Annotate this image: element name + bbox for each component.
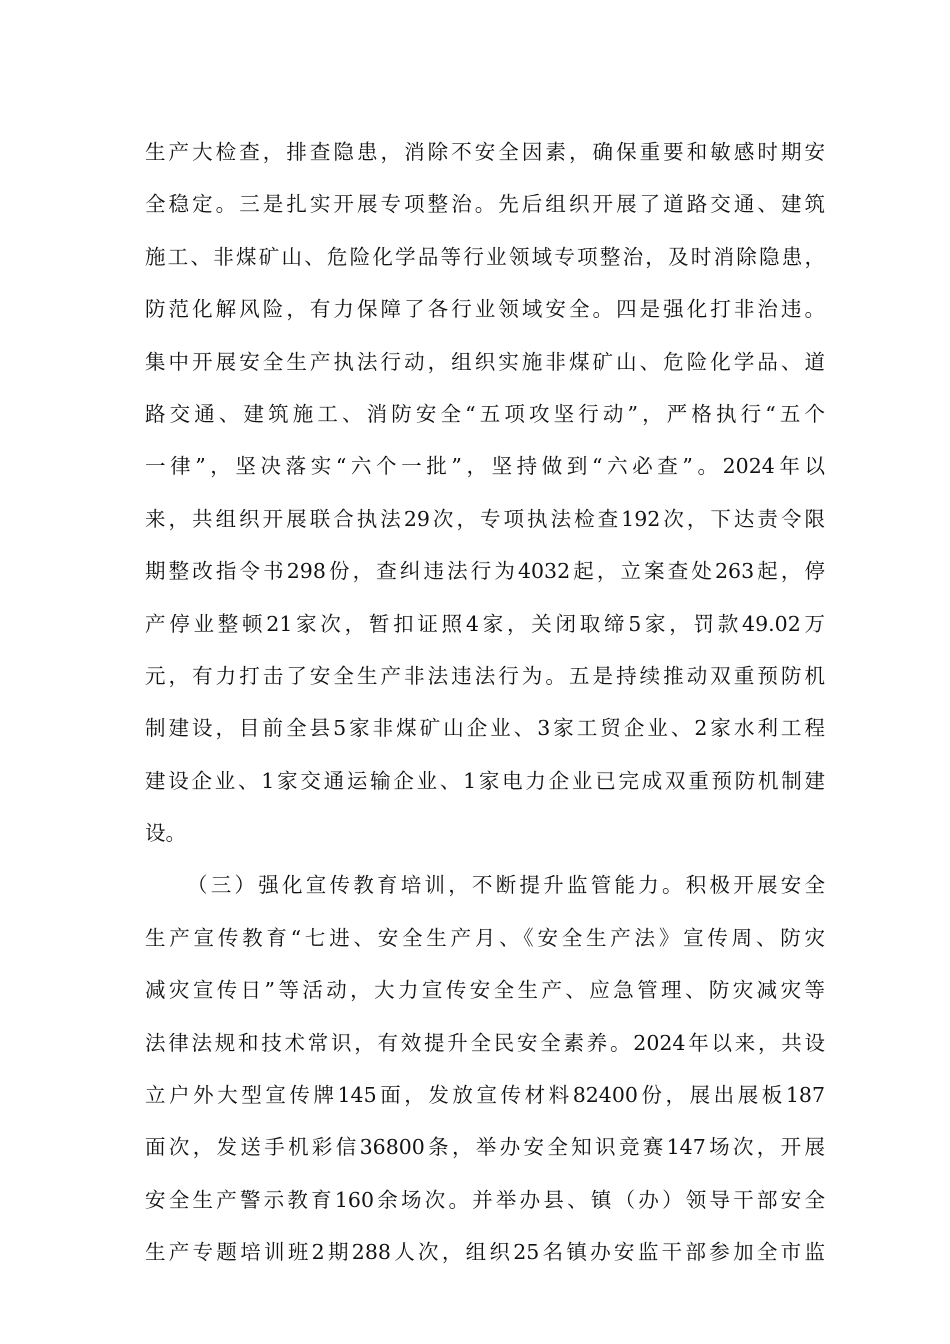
text-line: 设。 [145,821,186,846]
text-line: 施工、非煤矿山、危险化学品等行业领域专项整治，及时消除隐患， [145,244,825,269]
document-body [145,126,825,1279]
text-line: 防范化解风险，有力保障了各行业领域安全。四是强化打非治违。 [145,297,825,322]
section-heading-line: （三）强化宣传教育培训，不断提升监管能力。积极开展安全 [187,873,825,898]
text-line: 建设企业、1家交通运输企业、1家电力企业已完成双重预防机制建 [145,768,825,793]
text-line: 产停业整顿21家次，暂扣证照4家，关闭取缔5家，罚款49.02万 [145,611,825,636]
text-line: 元，有力打击了安全生产非法违法行为。五是持续推动双重预防机 [145,663,825,688]
text-line: 减灾宣传日”等活动，大力宣传安全生产、应急管理、防灾减灾等 [145,978,825,1003]
text-line: 面次，发送手机彩信36800条，举办安全知识竞赛147场次，开展 [145,1135,825,1160]
text-line: 全稳定。三是扎实开展专项整治。先后组织开展了道路交通、建筑 [145,192,825,217]
text-line: 一律”，坚决落实“六个一批”，坚持做到“六必查”。2024年以 [145,454,825,479]
text-line: 制建设，目前全县5家非煤矿山企业、3家工贸企业、2家水利工程 [145,716,825,741]
text-line: 生产大检查，排查隐患，消除不安全因素，确保重要和敏感时期安 [145,140,825,164]
text-line: 生产宣传教育“七进、安全生产月、《安全生产法》宣传周、防灾 [145,925,825,950]
text-line: 路交通、建筑施工、消防安全“五项攻坚行动”，严格执行“五个 [145,401,825,426]
text-line: 期整改指令书298份，查纠违法行为4032起，立案查处263起，停 [145,559,825,584]
text-line: 法律法规和技术常识，有效提升全民安全素养。2024年以来，共设 [145,1030,825,1055]
text-line: 集中开展安全生产执法行动，组织实施非煤矿山、危险化学品、道 [145,349,825,374]
text-line: 立户外大型宣传牌145面，发放宣传材料82400份，展出展板187 [145,1083,825,1108]
text-line: 来，共组织开展联合执法29次，专项执法检查192次，下达责令限 [145,506,825,531]
text-line: 安全生产警示教育160余场次。并举办县、镇（办）领导干部安全 [145,1187,825,1212]
text-line: 生产专题培训班2期288人次，组织25名镇办安监干部参加全市监 [145,1240,825,1265]
